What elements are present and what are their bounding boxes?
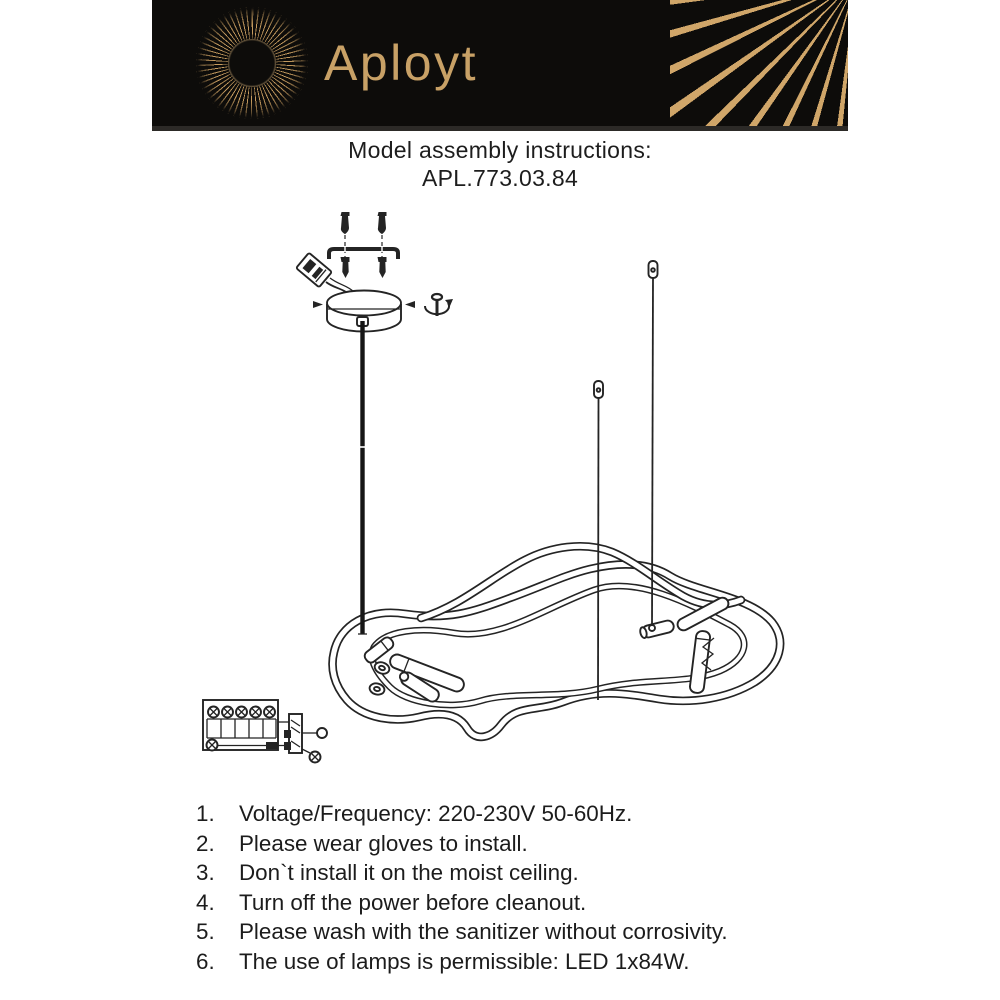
screw-icon — [341, 257, 387, 278]
arrow-left-icon — [405, 301, 415, 308]
list-item — [196, 829, 876, 859]
page-title: Model assembly instructions: — [348, 137, 652, 163]
item-number: 6. — [196, 948, 215, 974]
item-number: 1. — [196, 801, 215, 826]
item-text: Turn off the power before cleanout. — [239, 889, 587, 915]
item-text: Don`t install it on the moist ceiling. — [239, 860, 579, 886]
instruction-list — [196, 799, 876, 977]
list-item — [196, 799, 876, 829]
list-item — [196, 917, 876, 947]
list-item — [196, 858, 876, 888]
ground-lug-icon — [310, 752, 321, 763]
list-item — [196, 947, 876, 977]
item-number: 4. — [196, 889, 215, 915]
mounting-bracket — [329, 246, 398, 259]
brand-name: Aployt — [324, 35, 478, 91]
rotation-screw-icon — [425, 294, 453, 316]
wall-anchor-icon — [341, 212, 387, 234]
wire-lug-icon — [317, 728, 327, 738]
suspension-cable — [594, 381, 603, 700]
arrow-right-icon — [313, 301, 323, 308]
item-number: 2. — [196, 830, 215, 856]
terminal-screws — [208, 707, 275, 718]
list-item — [196, 888, 876, 918]
lamp-tube-ring — [333, 546, 781, 737]
item-text: Please wear gloves to install. — [239, 830, 528, 856]
hanging-rod — [358, 321, 367, 634]
item-text: The use of lamps is permissible: LED 1x84W. — [239, 948, 690, 974]
ground-screw — [207, 740, 218, 751]
item-text: Please wash with the sanitizer without corrosivity. — [239, 919, 728, 945]
item-number: 3. — [196, 860, 215, 886]
item-text: Voltage/Frequency: 220-230V 50-60Hz. — [239, 801, 633, 826]
terminal-block-diagram — [203, 700, 327, 763]
model-number: APL.773.03.84 — [421, 165, 579, 191]
item-number: 5. — [196, 919, 215, 945]
